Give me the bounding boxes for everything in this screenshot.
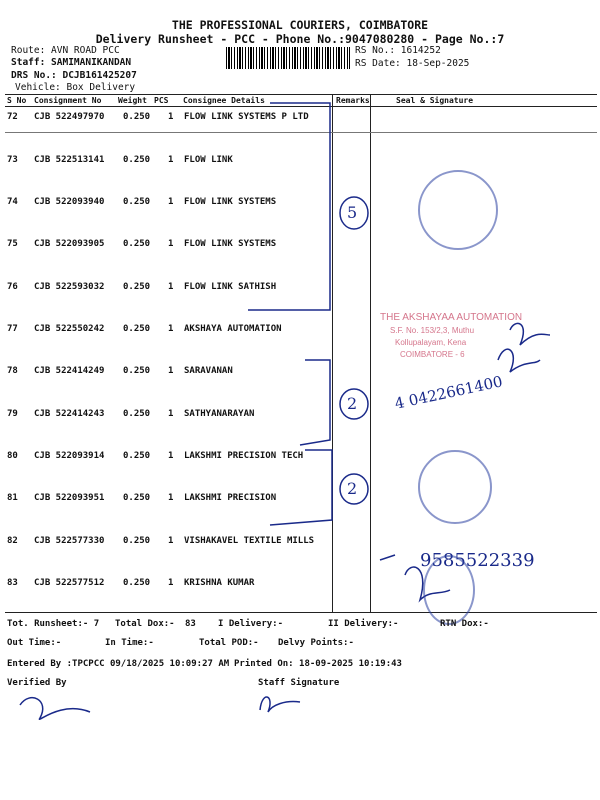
row-pcs: 1 xyxy=(168,197,174,207)
printed-on: Printed On: 18-09-2025 10:19:43 xyxy=(234,659,402,669)
row-sno: 76 xyxy=(7,282,18,292)
row-consignment: CJB 522093905 xyxy=(34,239,105,249)
row-pcs: 1 xyxy=(168,112,174,122)
ii-delivery: II Delivery:- xyxy=(328,619,399,629)
row-weight: 0.250 xyxy=(123,409,151,419)
row-sno: 83 xyxy=(7,578,18,588)
row-pcs: 1 xyxy=(168,493,174,503)
verified-by: Verified By xyxy=(7,678,67,688)
runsheet-subtitle: Delivery Runsheet - PCC - Phone No.:9047080280 - Page No.:7 xyxy=(95,32,505,46)
row-pcs: 1 xyxy=(168,155,174,165)
rtn-dox: RTN Dox:- xyxy=(440,619,489,629)
row-sno: 74 xyxy=(7,197,18,207)
row-pcs: 1 xyxy=(168,536,174,546)
row-consignee: KRISHNA KUMAR xyxy=(184,578,255,588)
row-consignee: LAKSHMI PRECISION xyxy=(184,493,277,503)
row-weight: 0.250 xyxy=(123,493,151,503)
row-consignment: CJB 522550242 xyxy=(34,324,105,334)
row-sno: 82 xyxy=(7,536,18,546)
tot-runsheet: Tot. Runsheet:- 7 xyxy=(7,619,100,629)
row-sno: 73 xyxy=(7,155,18,165)
row-weight: 0.250 xyxy=(123,578,151,588)
row-consignee: FLOW LINK SYSTEMS xyxy=(184,239,277,249)
row-consignee: SARAVANAN xyxy=(184,366,233,376)
row-sno: 72 xyxy=(7,112,18,122)
route-text: Route: AVN ROAD PCC xyxy=(11,45,120,56)
col-consignment: Consignment No xyxy=(34,96,102,105)
col-weight: Weight xyxy=(118,96,147,105)
remark-mark: 2 xyxy=(347,394,358,413)
row-pcs: 1 xyxy=(168,282,174,292)
row-sno: 77 xyxy=(7,324,18,334)
company-seal xyxy=(418,450,492,524)
total-dox-label: Total Dox:- xyxy=(115,619,175,629)
akshaya-stamp-line: THE AKSHAYAA AUTOMATION xyxy=(380,312,523,323)
col-pcs: PCS xyxy=(154,96,169,105)
row-consignment: CJB 522497970 xyxy=(34,112,105,122)
row-consignment: CJB 522414249 xyxy=(34,366,105,376)
row-weight: 0.250 xyxy=(123,324,151,334)
row-pcs: 1 xyxy=(168,578,174,588)
row-sno: 78 xyxy=(7,366,18,376)
col-consignee: Consignee Details xyxy=(183,96,265,105)
staff-signature: Staff Signature xyxy=(258,678,340,688)
row-consignment: CJB 522093951 xyxy=(34,493,105,503)
remark-mark: 5 xyxy=(347,203,358,222)
row-consignment: CJB 522577330 xyxy=(34,536,105,546)
rs-date: RS Date: 18-Sep-2025 xyxy=(355,58,470,69)
row-weight: 0.250 xyxy=(123,451,151,461)
row-pcs: 1 xyxy=(168,324,174,334)
akshaya-stamp-line: Kollupalayam, Kena xyxy=(395,338,467,347)
in-time: In Time:- xyxy=(105,638,154,648)
row-weight: 0.250 xyxy=(123,282,151,292)
row-pcs: 1 xyxy=(168,409,174,419)
row-pcs: 1 xyxy=(168,366,174,376)
rs-number: RS No.: 1614252 xyxy=(355,45,441,56)
handwritten-phone: 9585522339 xyxy=(420,550,535,571)
row-consignment: CJB 522093914 xyxy=(34,451,105,461)
row-consignee: VISHAKAVEL TEXTILE MILLS xyxy=(184,536,315,546)
row-sno: 75 xyxy=(7,239,18,249)
total-pod: Total POD:- xyxy=(199,638,259,648)
row-sno: 79 xyxy=(7,409,18,419)
akshaya-stamp-line: COIMBATORE - 6 xyxy=(400,350,465,359)
row-sno: 80 xyxy=(7,451,18,461)
row-weight: 0.250 xyxy=(123,197,151,207)
row-weight: 0.250 xyxy=(123,536,151,546)
row-consignee: LAKSHMI PRECISION TECH xyxy=(184,451,304,461)
company-title: THE PROFESSIONAL COURIERS, COIMBATORE xyxy=(171,18,429,32)
row-consignment: CJB 522414243 xyxy=(34,409,105,419)
row-pcs: 1 xyxy=(168,451,174,461)
col-remarks: Remarks xyxy=(336,96,370,105)
drs-number: DRS No.: DCJB161425207 xyxy=(11,70,137,81)
row-consignment: CJB 522593032 xyxy=(34,282,105,292)
row-weight: 0.250 xyxy=(123,155,151,165)
col-seal-signature: Seal & Signature xyxy=(396,96,474,105)
delvy-points: Delvy Points:- xyxy=(278,638,354,648)
row-consignee: SATHYANARAYAN xyxy=(184,409,255,419)
row-consignment: CJB 522577512 xyxy=(34,578,105,588)
row-weight: 0.250 xyxy=(123,112,151,122)
i-delivery: I Delivery:- xyxy=(218,619,284,629)
akshaya-stamp-line: S.F. No. 153/2,3, Muthu xyxy=(390,326,475,335)
vehicle-text: Vehicle: Box Delivery xyxy=(15,82,136,93)
company-seal xyxy=(423,555,475,625)
remark-mark: 2 xyxy=(347,479,358,498)
row-sno: 81 xyxy=(7,493,18,503)
row-consignment: CJB 522093940 xyxy=(34,197,105,207)
row-consignee: FLOW LINK SYSTEMS xyxy=(184,197,277,207)
row-consignee: FLOW LINK xyxy=(184,155,233,165)
total-dox-value: 83 xyxy=(185,619,196,629)
out-time: Out Time:- xyxy=(7,638,62,648)
row-consignee: AKSHAYA AUTOMATION xyxy=(184,324,282,334)
row-consignee: FLOW LINK SATHISH xyxy=(184,282,277,292)
staff-text: Staff: SAMIMANIKANDAN xyxy=(11,57,132,68)
entered-by: Entered By :TPCPCC 09/18/2025 10:09:27 AM xyxy=(7,659,230,669)
col-sno: S No xyxy=(7,96,27,105)
company-seal xyxy=(418,170,498,250)
row-weight: 0.250 xyxy=(123,239,151,249)
row-weight: 0.250 xyxy=(123,366,151,376)
row-consignee: FLOW LINK SYSTEMS P LTD xyxy=(184,112,309,122)
row-consignment: CJB 522513141 xyxy=(34,155,105,165)
row-pcs: 1 xyxy=(168,239,174,249)
handwritten-phone: 4 0422661400 xyxy=(393,372,505,413)
